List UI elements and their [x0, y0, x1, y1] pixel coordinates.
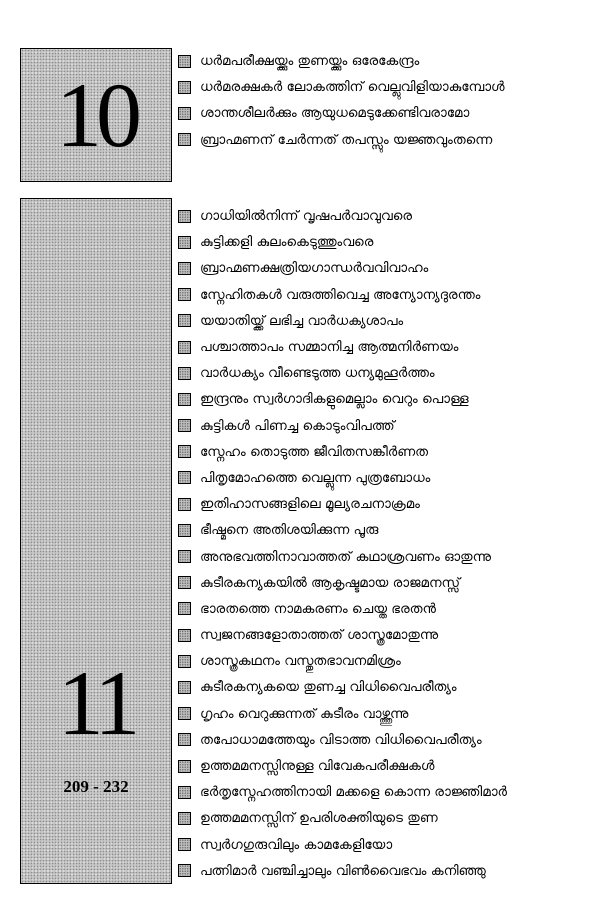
- list-item: [178, 229, 507, 255]
- topic-title: ഭർതൃസ്നേഹത്തിനായി മക്കളെ കൊന്ന രാജ്ഞിമാർ: [200, 784, 507, 801]
- list-item: [178, 596, 507, 622]
- page-range: 209 - 232: [63, 777, 129, 796]
- topic-title: സ്വർഗഗുരുവിലും കാമകേളിയോ: [200, 836, 393, 853]
- square-bullet-icon: [178, 236, 191, 249]
- square-bullet-icon: [178, 393, 191, 406]
- list-item: [178, 282, 507, 308]
- list-item: [178, 805, 507, 831]
- topic-title: ഉത്തമമനസ്സിന് ഉപരിശക്തിയുടെ തുണ: [200, 810, 438, 827]
- topic-title: പത്നിമാർ വഞ്ചിച്ചാലും വിൺവൈഭവം കനിഞ്ഞു: [200, 862, 486, 879]
- square-bullet-icon: [178, 602, 191, 615]
- list-item: [178, 413, 507, 439]
- topic-title: കുടീരകന്യകയെ തുണച്ച വിധിവൈപരീത്യം: [200, 679, 457, 696]
- list-item: [178, 465, 507, 491]
- list-item: [178, 674, 507, 700]
- topic-title: ഇന്ദ്രനും സ്വർഗാദികളുമെല്ലാം വെറും പൊള്ള: [200, 391, 469, 408]
- list-item: [178, 517, 507, 543]
- topic-title: സ്നേഹിതകൾ വരുത്തിവെച്ച അന്യോന്യദുരന്തം: [200, 286, 481, 303]
- square-bullet-icon: [178, 550, 191, 563]
- list-item: [178, 203, 507, 229]
- list-item: [178, 308, 507, 334]
- square-bullet-icon: [178, 288, 191, 301]
- topic-title: ധർമപരീക്ഷയ്ക്കും തുണയ്ക്കും ഒരേകേന്ദ്രം: [200, 53, 420, 70]
- topic-title: ശാസ്ത്രകഥനം വസ്തുതഭാവനമിശ്രം: [200, 653, 401, 670]
- topic-title: വാർധക്യം വീണ്ടെടുത്ത ധന്യമുഹൂർത്തം: [200, 365, 435, 382]
- topic-title: കുട്ടികൾ പിണച്ച കൊടുംവിപത്ത്: [200, 417, 395, 434]
- topic-title: തപോധാമത്തേയും വിടാത്ത വിധിവൈപരീത്യം: [200, 731, 482, 748]
- square-bullet-icon: [178, 629, 191, 642]
- square-bullet-icon: [178, 733, 191, 746]
- topic-title: ശാന്തശീലർക്കും ആയുധമെടുക്കേണ്ടിവരാമോ: [200, 105, 470, 122]
- chapter-number: 11: [57, 652, 135, 754]
- square-bullet-icon: [178, 314, 191, 327]
- square-bullet-icon: [178, 419, 191, 432]
- square-bullet-icon: [178, 786, 191, 799]
- list-item: [178, 779, 507, 805]
- square-bullet-icon: [178, 445, 191, 458]
- list-item: [178, 386, 507, 412]
- list-item: [178, 570, 507, 596]
- topic-title: യയാതിയ്ക്ക് ലഭിച്ച വാർധക്യശാപം: [200, 312, 404, 329]
- topic-title: കുട്ടിക്കളി കുലംകെടുത്തുംവരെ: [200, 234, 374, 251]
- list-item: [178, 255, 507, 281]
- list-item: [178, 48, 505, 74]
- chapter-10-topic-list: [178, 48, 505, 153]
- list-item: [178, 127, 505, 153]
- square-bullet-icon: [178, 81, 191, 94]
- list-item: [178, 334, 507, 360]
- topic-title: ഭാരതത്തെ നാമകരണം ചെയ്ത ഭരതൻ: [200, 600, 436, 617]
- topic-title: ഭീഷ്മനെ അതിശയിക്കുന്ന പൂരു: [200, 522, 379, 539]
- topic-title: അനുഭവത്തിനാവാത്തത് കഥാശ്രവണം ഓതുന്നു: [200, 548, 491, 565]
- square-bullet-icon: [178, 812, 191, 825]
- square-bullet-icon: [178, 367, 191, 380]
- square-bullet-icon: [178, 262, 191, 275]
- list-item: [178, 648, 507, 674]
- square-bullet-icon: [178, 498, 191, 511]
- square-bullet-icon: [178, 341, 191, 354]
- topic-title: സ്നേഹം തൊടുത്ത ജീവിതസങ്കീർണത: [200, 443, 428, 460]
- square-bullet-icon: [178, 107, 191, 120]
- chapter-11-box: [20, 198, 172, 884]
- topic-title: ഗാധിയിൽനിന്ന് വൃഷപർവാവുവരെ: [200, 208, 413, 225]
- square-bullet-icon: [178, 133, 191, 146]
- chapter-10-box: [20, 48, 172, 182]
- square-bullet-icon: [178, 524, 191, 537]
- topic-title: പിതൃമോഹത്തെ വെല്ലുന്ന പുത്രബോധം: [200, 469, 431, 486]
- list-item: [178, 622, 507, 648]
- square-bullet-icon: [178, 760, 191, 773]
- square-bullet-icon: [178, 210, 191, 223]
- list-item: [178, 543, 507, 569]
- chapter-number: 10: [56, 64, 136, 166]
- list-item: [178, 832, 507, 858]
- chapter-11-topic-list: [178, 203, 507, 884]
- list-item: [178, 753, 507, 779]
- list-item: [178, 727, 507, 753]
- list-item: [178, 100, 505, 126]
- square-bullet-icon: [178, 55, 191, 68]
- list-item: [178, 858, 507, 884]
- topic-title: ഗൃഹം വെറുക്കുന്നത് കുടീരം വാഴ്ത്തുന്നു: [200, 705, 409, 722]
- list-item: [178, 439, 507, 465]
- list-item: [178, 491, 507, 517]
- topic-title: ഇതിഹാസങ്ങളിലെ മൂല്യരചനാക്രമം: [200, 496, 420, 513]
- square-bullet-icon: [178, 681, 191, 694]
- square-bullet-icon: [178, 655, 191, 668]
- topic-title: ബ്രാഹ്മണക്ഷത്രിയഗാന്ധർവവിവാഹം: [200, 260, 429, 277]
- list-item: [178, 701, 507, 727]
- topic-title: ഉത്തമമനസ്സിനുള്ള വിവേകപരീക്ഷകൾ: [200, 758, 435, 775]
- topic-title: ധർമരക്ഷകർ ലോകത്തിന് വെല്ലുവിളിയാകുമ്പോൾ: [200, 79, 505, 96]
- topic-title: കുടീരകന്യകയിൽ ആകൃഷ്ടമായ രാജമനസ്സ്: [200, 574, 461, 591]
- square-bullet-icon: [178, 707, 191, 720]
- topic-title: പശ്ചാത്താപം സമ്മാനിച്ച ആത്മനിർണയം: [200, 339, 459, 356]
- list-item: [178, 74, 505, 100]
- square-bullet-icon: [178, 838, 191, 851]
- square-bullet-icon: [178, 864, 191, 877]
- topic-title: ബ്രാഹ്മണന് ചേർന്നത് തപസ്സും യജ്ഞവുംതന്നെ: [200, 131, 493, 148]
- square-bullet-icon: [178, 471, 191, 484]
- topic-title: സ്വജനങ്ങളോതാത്തത് ശാസ്ത്രമോതുന്നു: [200, 627, 439, 644]
- square-bullet-icon: [178, 576, 191, 589]
- list-item: [178, 360, 507, 386]
